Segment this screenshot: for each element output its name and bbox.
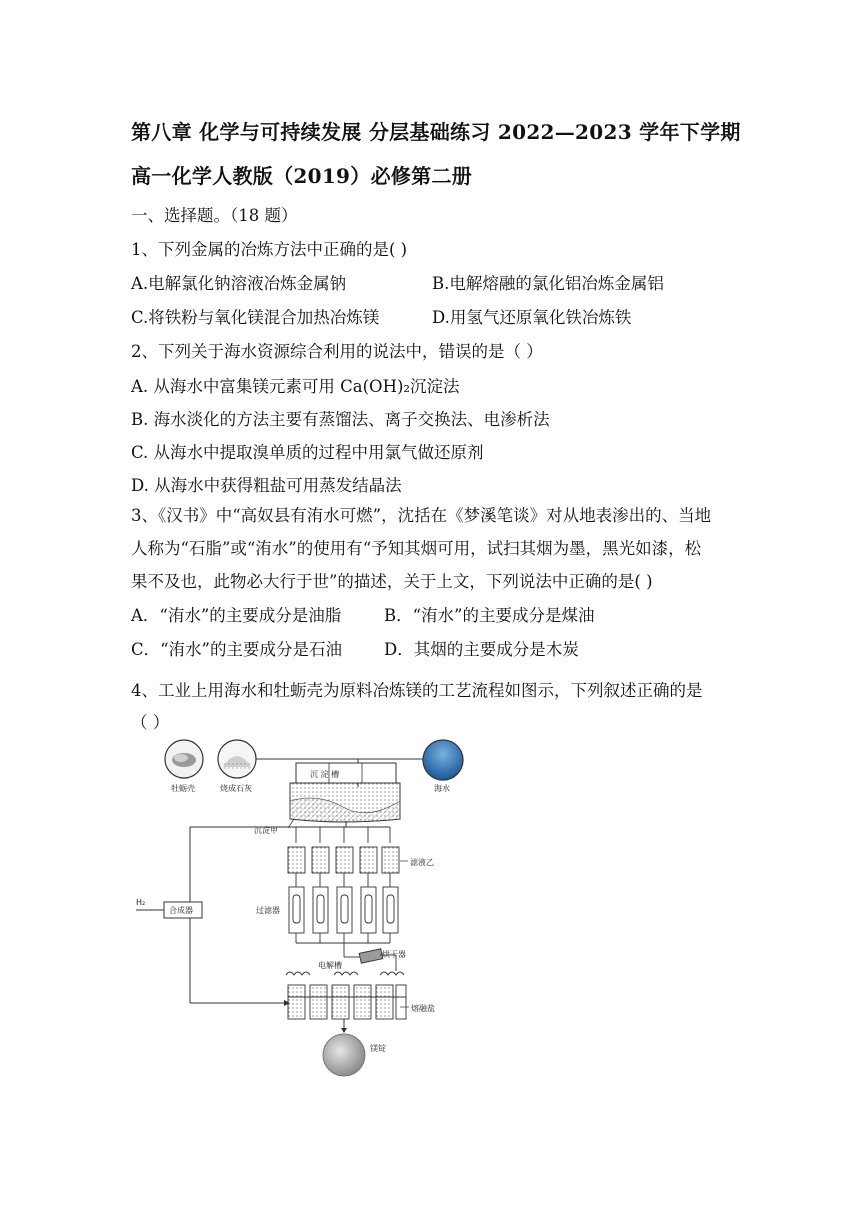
q4-stem-line1: 4、工业上用海水和牡蛎壳为原料冶炼镁的工艺流程如图示，下列叙述正确的是 <box>131 681 703 700</box>
q3-stem-line1: 3、《汉书》中“高奴县有洧水可燃”，沈括在《梦溪笔谈》对从地表渗出的、当地 <box>131 506 712 525</box>
doc-title-line2: 高一化学人教版（2019）必修第二册 <box>131 164 473 188</box>
doc-title-line1: 第八章 化学与可持续发展 分层基础练习 2022—2023 学年下学期 <box>131 120 741 144</box>
q1-option-c: C.将铁粉与氧化镁混合加热冶炼镁 <box>131 308 380 327</box>
dryer-icon <box>359 949 383 963</box>
magnesium-ingot-icon <box>323 1034 365 1076</box>
q2-option-d: D. 从海水中获得粗盐可用蒸发结晶法 <box>131 476 402 495</box>
q3-option-c: C．“洧水”的主要成分是石油 <box>131 640 342 659</box>
label-ingot: 镁锭 <box>370 1044 386 1053</box>
lime-icon <box>218 740 256 778</box>
label-seawater: 海水 <box>434 784 450 793</box>
q1-option-d: D.用氢气还原氧化铁冶炼铁 <box>432 308 632 327</box>
q3-stem-line2: 人称为“石脂”或“洧水”的使用有“予知其烟可用，试扫其烟为墨，黑光如漆，松 <box>131 539 702 558</box>
electrolytic-cells <box>286 972 406 1019</box>
q3-option-a: A．“洧水”的主要成分是油脂 <box>131 606 342 625</box>
label-dryer: 烘干器 <box>382 950 406 959</box>
label-synth: 合成器 <box>169 906 193 915</box>
label-lime: 烧成石灰 <box>220 784 252 793</box>
q2-stem: 2、下列关于海水资源综合利用的说法中，错误的是（ ） <box>131 342 543 361</box>
label-filter: 过滤器 <box>256 906 280 915</box>
seawater-icon <box>423 740 463 780</box>
label-cell: 电解槽 <box>318 961 342 970</box>
q3-option-d: D．其烟的主要成分是木炭 <box>384 640 579 659</box>
q2-option-b: B. 海水淡化的方法主要有蒸馏法、离子交换法、电渗析法 <box>131 410 550 429</box>
label-tank: 沉 淀 槽 <box>310 770 340 779</box>
label-filtrate: 滤液乙 <box>410 858 434 867</box>
q1-option-a: A.电解氯化钠溶液冶炼金属钠 <box>131 274 347 293</box>
q4-stem-line2: （ ） <box>131 713 170 732</box>
settling-tank <box>290 763 400 822</box>
q1-option-b: B.电解熔融的氯化铝冶炼金属铝 <box>432 274 664 293</box>
q2-option-a: A. 从海水中富集镁元素可用 Ca(OH)₂沉淀法 <box>131 377 460 396</box>
label-molten: 熔融盐 <box>411 1004 435 1013</box>
q1-stem: 1、下列金属的冶炼方法中正确的是( ) <box>131 240 408 259</box>
filters <box>289 887 398 933</box>
section-heading: 一、选择题。（18 题） <box>131 206 298 225</box>
label-h2: H₂ <box>136 898 146 907</box>
oyster-shell-icon <box>165 740 203 778</box>
q2-option-c: C. 从海水中提取溴单质的过程中用氯气做还原剂 <box>131 443 484 462</box>
q3-option-b: B．“洧水”的主要成分是煤油 <box>384 606 595 625</box>
label-precip: 沉淀甲 <box>254 826 278 835</box>
q3-stem-line3: 果不及也，此物必大行于世”的描述，关于上文，下列说法中正确的是( ) <box>131 572 653 591</box>
magnesium-process-diagram <box>128 735 488 1085</box>
filtrate-beakers <box>288 847 399 873</box>
label-oyster: 牡蛎壳 <box>171 784 195 793</box>
